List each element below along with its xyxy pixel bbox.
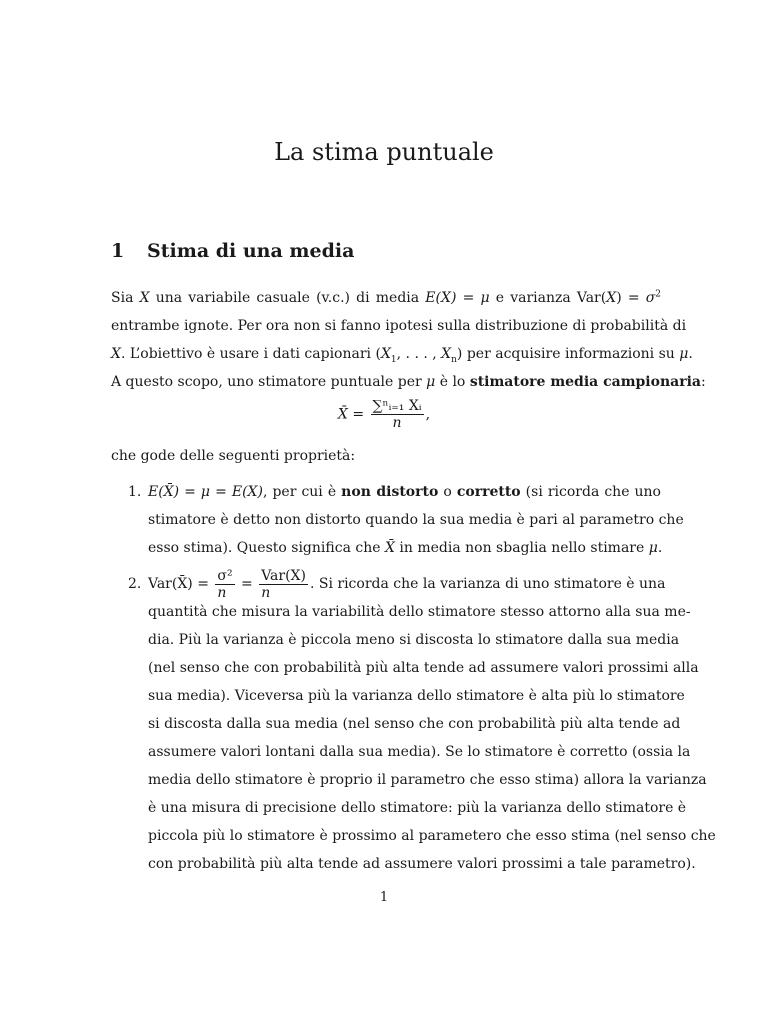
item-2-line: quantità che misura la variabilità dello stimatore stesso attorno alla sua me- [148,604,691,620]
item-2-line: media dello stimatore è proprio il parametro che esso stima) allora la varianza [148,772,707,788]
sample-mean-equation: X̄ = $\frac{\text{∑ⁿᵢ₌₁ Xᵢ}}{n}$ , [337,398,431,431]
intro-line-3: X. L’obiettivo è usare i dati capionari ($X_1$, . . . , $X_n$) per acquisire informazioni su μ. [111,346,693,365]
intro-line-1: Sia X una variabile casuale (v.c.) di media E(X) = μ e varianza $Var(X) = \sigma^2$ [111,289,662,306]
item-1-line-3: esso stima). Questo significa che X̄ in media non sbaglia nello stimare μ. [148,540,663,556]
item-2-line: piccola più lo stimatore è prossimo al parametero che esso stima (nel senso che [148,828,716,844]
item-2-line: con probabilità più alta tende ad assumere valori prossimi a tale parametro). [148,856,696,872]
intro-line-4: A questo scopo, uno stimatore puntuale per μ è lo stimatore media campionaria: [111,374,706,390]
item-1-line-2: stimatore è detto non distorto quando la sua media è pari al parametro che [148,512,684,528]
variance-fraction-2: $\frac{\text{Var(X)}}{n}$ [261,567,306,601]
item-1-line-1: E(X̄) = μ = E(X), per cui è non distorto o corretto (si ricorda che uno [148,484,661,500]
equation-fraction: $\frac{\text{∑ⁿᵢ₌₁ Xᵢ}}{n}$ [372,398,422,431]
intro-line-2: entrambe ignote. Per ora non si fanno ipotesi sulla distribuzione di probabilità di [111,318,687,334]
item-2-line: si discosta dalla sua media (nel senso che con probabilità più alta tende ad [148,716,681,732]
document-title: La stima puntuale [274,138,494,166]
item-1-label: 1. [128,484,142,500]
item-2-line-1: Var(X̄) = $\frac{\text{σ²}}{n}$ = $\frac{\text{Var(X)}}{n}$ . Si ricorda che la varianza di uno stimatore è una [148,567,666,601]
item-2-line: sua media). Viceversa più la varianza dello stimatore è alta più lo stimatore [148,688,685,704]
variance-fraction-1: $\frac{\text{σ²}}{n}$ [217,567,233,601]
section-number: 1 [111,240,125,262]
section-heading [111,240,354,262]
item-2-label: 2. [128,576,142,592]
item-2-line: dia. Più la varianza è piccola meno si discosta lo stimatore dalla sua media [148,632,680,648]
item-2-line: (nel senso che con probabilità più alta tende ad assumere valori prossimi alla [148,660,699,676]
properties-intro: che gode delle seguenti proprietà: [111,448,356,464]
item-2-line: assumere valori lontani dalla sua media). Se lo stimatore è corretto (ossia la [148,744,691,760]
item-2-line: è una misura di precisione dello stimatore: più la varianza dello stimatore è [148,800,687,816]
page-number: 1 [379,890,389,905]
section-title: Stima di una media [147,240,355,262]
